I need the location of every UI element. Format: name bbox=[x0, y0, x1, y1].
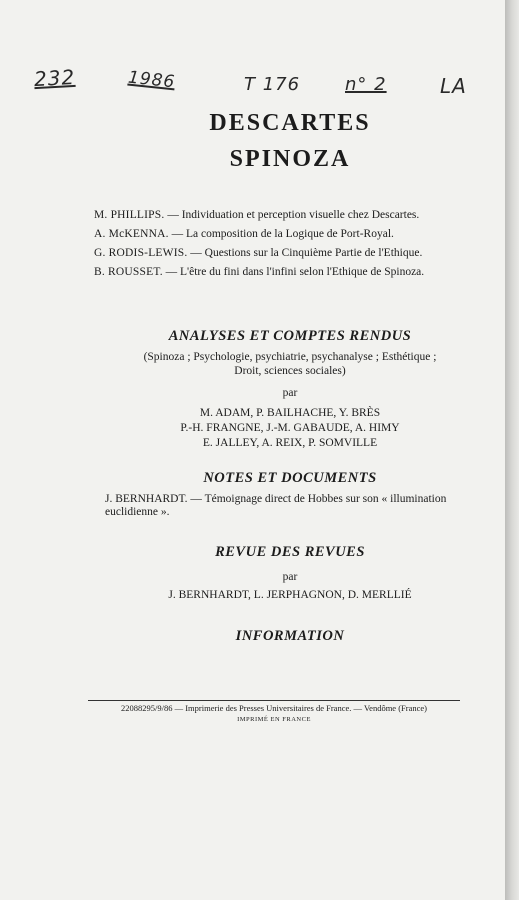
article-entry bbox=[94, 265, 474, 280]
analyses-names-line1: M. ADAM, P. BAILHACHE, Y. BRÈS bbox=[199, 407, 381, 419]
handwritten-tome: T 176 bbox=[244, 74, 301, 95]
article-title: — La composition de la Logique de Port-Royal. bbox=[168, 228, 394, 240]
handwritten-initials: LA bbox=[440, 74, 467, 98]
analyses-names-line2: P.-H. FRANGNE, J.-M. GABAUDE, A. HIMY bbox=[180, 422, 400, 434]
revue-par: par bbox=[282, 571, 298, 583]
printed-in: IMPRIMÉ EN FRANCE bbox=[237, 716, 311, 723]
handwritten-number: 232 bbox=[33, 64, 76, 92]
page-edge bbox=[505, 0, 519, 900]
handwritten-year: 1986 bbox=[127, 67, 177, 93]
article-author: M. PHILLIPS. bbox=[94, 209, 165, 221]
analyses-par: par bbox=[282, 387, 298, 399]
journal-title-line1: DESCARTES bbox=[209, 110, 371, 136]
article-entry bbox=[94, 227, 474, 242]
article-author: G. RODIS-LEWIS. bbox=[94, 247, 188, 259]
revue-names: J. BERNHARDT, L. JERPHAGNON, D. MERLLIÉ bbox=[168, 589, 412, 601]
handwritten-issue: n° 2 bbox=[345, 74, 387, 95]
article-title: — Questions sur la Cinquième Partie de l'Ethique. bbox=[187, 247, 423, 259]
article-entry bbox=[94, 246, 474, 261]
article-title: — L'être du fini dans l'infini selon l'Ethique de Spinoza. bbox=[162, 266, 425, 278]
article-title: — Individuation et perception visuelle chez Descartes. bbox=[164, 209, 420, 221]
analyses-names-line3: E. JALLEY, A. REIX, P. SOMVILLE bbox=[202, 437, 378, 449]
journal-title-line2: SPINOZA bbox=[229, 146, 351, 172]
notes-entry: J. BERNHARDT. — Témoignage direct de Hobbes sur son « illumination euclidienne ». bbox=[105, 493, 447, 518]
article-author: B. ROUSSET. bbox=[94, 266, 163, 278]
articles-list bbox=[94, 208, 474, 281]
article-author: A. McKENNA. bbox=[94, 228, 169, 240]
footer-rule bbox=[88, 700, 460, 701]
revue-heading: REVUE DES REVUES bbox=[215, 544, 365, 560]
printer-imprint: 22088295/9/86 — Imprimerie des Presses Universitaires de France. — Vendôme (France) bbox=[120, 703, 427, 713]
notes-heading: NOTES ET DOCUMENTS bbox=[203, 470, 377, 486]
information-heading: INFORMATION bbox=[235, 628, 345, 644]
analyses-subjects-line1: (Spinoza ; Psychologie, psychiatrie, psychanalyse ; Esthétique ; bbox=[143, 351, 437, 363]
analyses-subjects-line2: Droit, sciences sociales) bbox=[234, 365, 346, 377]
article-entry bbox=[94, 208, 474, 223]
analyses-heading: ANALYSES ET COMPTES RENDUS bbox=[168, 328, 412, 344]
